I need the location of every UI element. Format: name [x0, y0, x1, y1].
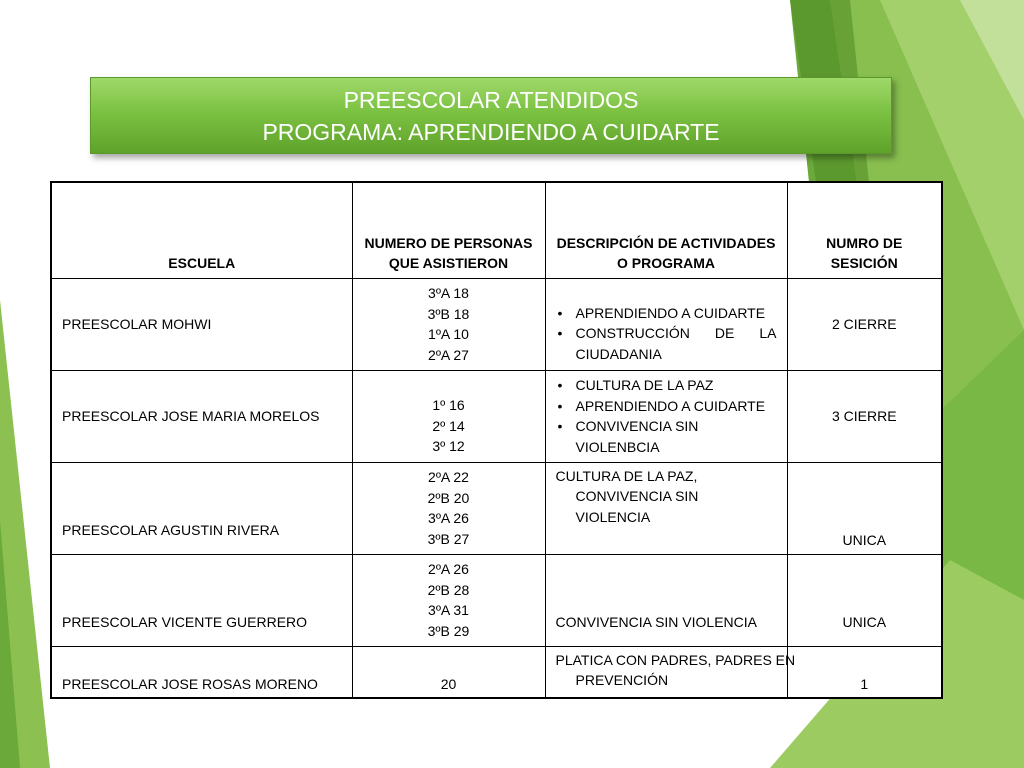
activity-text: CULTURA DE LA PAZ, CONVIVENCIA SIN VIOLENCIA — [555, 467, 699, 525]
cell-sesion: UNICA — [787, 554, 942, 646]
header-escuela: ESCUELA — [51, 182, 352, 278]
list-item: • APRENDIENDO A CUIDARTE — [576, 303, 777, 324]
list-item: • CONVIVENCIA SIN VIOLENBCIA — [576, 416, 777, 457]
cell-actividades — [545, 554, 787, 646]
cell-escuela: PREESCOLAR JOSE MARIA MORELOS — [51, 370, 352, 462]
cell-escuela: PREESCOLAR VICENTE GUERRERO — [51, 554, 352, 646]
table-row — [51, 370, 942, 462]
cell-escuela: PREESCOLAR MOHWI — [51, 278, 352, 370]
cell-personas: 20 — [352, 646, 545, 698]
cell-personas: 2ºA 22 2ºB 20 3ºA 26 3ºB 27 — [352, 462, 545, 554]
cell-sesion: UNICA — [787, 462, 942, 554]
header-personas: NUMERO DE PERSONAS QUE ASISTIERON — [352, 182, 545, 278]
cell-actividades — [545, 278, 787, 370]
header-descripcion: DESCRIPCIÓN DE ACTIVIDADES O PROGRAMA — [545, 182, 787, 278]
cell-escuela: PREESCOLAR AGUSTIN RIVERA — [51, 462, 352, 554]
cell-personas: 1º 16 2º 14 3º 12 — [352, 370, 545, 462]
cell-actividades — [545, 462, 787, 554]
list-item: • CONSTRUCCIÓN DE LA CIUDADANIA — [576, 323, 777, 364]
cell-actividades — [545, 646, 796, 698]
cell-personas: 2ºA 26 2ºB 28 3ºA 31 3ºB 29 — [352, 554, 545, 646]
activity-text: CONVIVENCIA SIN VIOLENCIA — [555, 614, 757, 631]
title-banner — [90, 77, 892, 154]
cell-sesion: 1 — [787, 646, 942, 698]
list-item: • CULTURA DE LA PAZ — [576, 375, 777, 396]
table-row — [51, 278, 942, 370]
cell-sesion: 3 CIERRE — [787, 370, 942, 462]
header-sesion: NUMRO DE SESICIÓN — [787, 182, 942, 278]
attendance-table — [50, 181, 941, 699]
table-row — [51, 554, 942, 646]
title-line-1: PREESCOLAR ATENDIDOS — [343, 86, 639, 113]
title-line-2: PROGRAMA: APRENDIENDO A CUIDARTE — [262, 118, 720, 145]
cell-escuela: PREESCOLAR JOSE ROSAS MORENO — [51, 646, 352, 698]
cell-personas: 3ºA 18 3ºB 18 1ºA 10 2ºA 27 — [352, 278, 545, 370]
cell-sesion: 2 CIERRE — [787, 278, 942, 370]
cell-actividades — [545, 370, 787, 462]
table-row — [51, 462, 942, 554]
activity-text: PLATICA CON PADRES, PADRES EN PREVENCIÓN — [555, 651, 796, 688]
list-item: • APRENDIENDO A CUIDARTE — [576, 396, 777, 417]
table-row — [51, 646, 942, 698]
table-header-row — [51, 182, 942, 278]
